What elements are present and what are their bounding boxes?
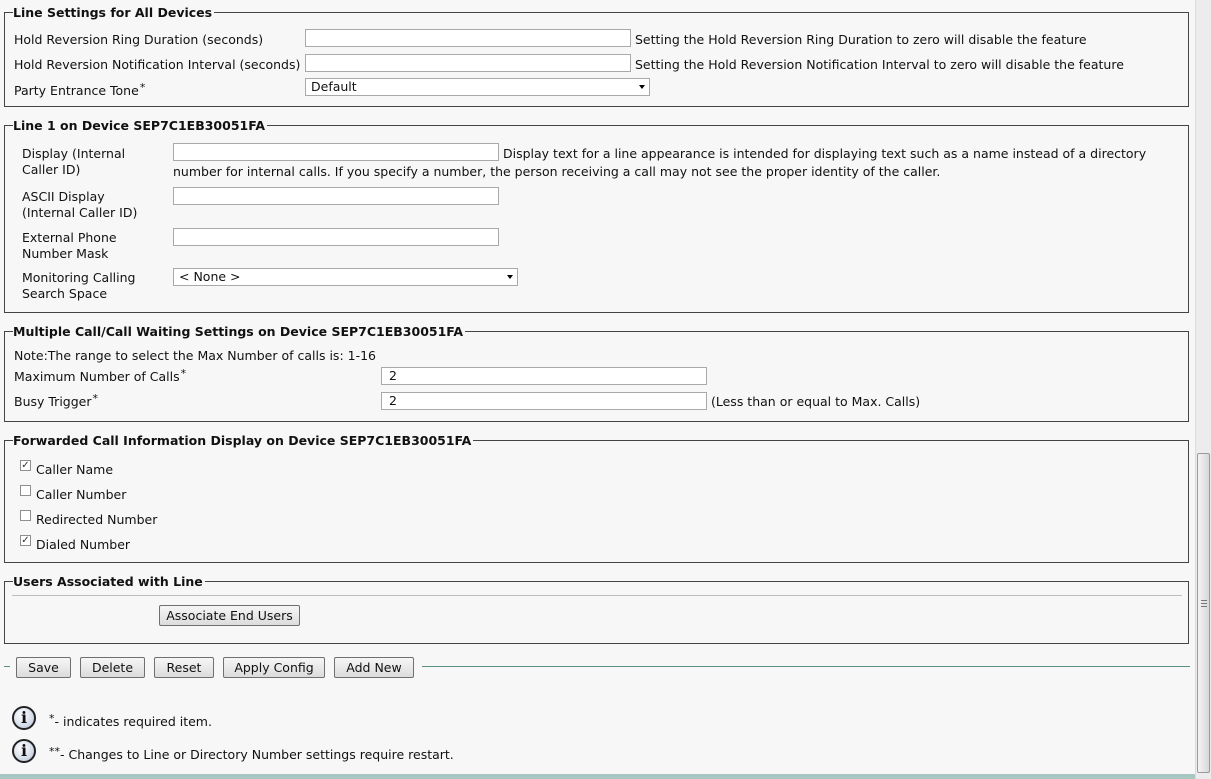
scrollbar-thumb[interactable] (1197, 453, 1210, 773)
busy-trigger-label: Busy Trigger* (14, 392, 98, 409)
mask-label-line1: External Phone (22, 230, 117, 245)
chevron-down-icon (507, 275, 513, 279)
grip-line (1201, 603, 1207, 604)
redirected-number-label: Redirected Number (36, 512, 158, 527)
line-settings-legend: Line Settings for All Devices (13, 5, 213, 20)
required-asterisk: * (180, 367, 187, 380)
max-calls-input[interactable]: 2 (381, 367, 707, 385)
chevron-down-icon (639, 85, 645, 89)
forwarded-panel (4, 433, 1189, 563)
monitoring-css-value: < None > (179, 269, 241, 284)
add-new-button[interactable]: Add New (334, 657, 414, 678)
users-legend: Users Associated with Line (13, 574, 203, 589)
toolbar-divider-left (4, 666, 10, 667)
display-help-line1: Display text for a line appearance is intended for displaying text such as a name instead of a directory (503, 146, 1147, 161)
dialed-number-checkbox[interactable] (20, 535, 31, 546)
forwarded-legend: Forwarded Call Information Display on Device SEP7C1EB30051FA (13, 433, 472, 448)
users-divider (12, 595, 1182, 596)
css-label-line1: Monitoring Calling (22, 270, 136, 285)
reset-button[interactable]: Reset (154, 657, 214, 678)
caller-name-checkbox[interactable] (20, 460, 31, 471)
party-tone-label: Party Entrance Tone* (14, 81, 146, 98)
phone-mask-input[interactable] (173, 228, 499, 246)
info-icon: i (12, 739, 36, 763)
busy-trigger-input[interactable]: 2 (381, 392, 707, 410)
mask-label-line2: Number Mask (22, 246, 109, 261)
save-button[interactable]: Save (16, 657, 71, 678)
ascii-label-line1: ASCII Display (22, 189, 105, 204)
multi-call-legend: Multiple Call/Call Waiting Settings on Device SEP7C1EB30051FA (13, 324, 464, 339)
party-tone-select[interactable] (305, 78, 650, 96)
hold-notify-help: Setting the Hold Reversion Notification Interval to zero will disable the feature (635, 57, 1124, 72)
max-calls-note: Note:The range to select the Max Number of calls is: 1-16 (14, 348, 376, 363)
toolbar-divider-right (422, 666, 1190, 667)
associate-end-users-button[interactable]: Associate End Users (159, 605, 300, 626)
dialed-number-label: Dialed Number (36, 537, 131, 552)
grip-line (1201, 600, 1207, 601)
caller-name-label: Caller Name (36, 462, 114, 477)
css-label-line2: Search Space (22, 286, 108, 301)
required-note: *- indicates required item. (49, 712, 212, 729)
max-calls-label: Maximum Number of Calls* (14, 367, 187, 384)
monitoring-css-select[interactable] (173, 268, 518, 286)
ascii-display-input[interactable] (173, 187, 499, 205)
checkmark-icon: ✓ (21, 460, 30, 471)
required-asterisk: * (139, 81, 146, 94)
hold-ring-label: Hold Reversion Ring Duration (seconds) (14, 32, 264, 47)
redirected-number-checkbox[interactable] (20, 510, 31, 521)
required-asterisk: * (92, 392, 98, 405)
delete-button[interactable]: Delete (80, 657, 145, 678)
restart-note: **- Changes to Line or Directory Number settings require restart. (49, 745, 454, 762)
apply-config-button[interactable]: Apply Config (223, 657, 325, 678)
hold-ring-help: Setting the Hold Reversion Ring Duration to zero will disable the feature (635, 32, 1087, 47)
display-label-line2: Caller ID) (22, 162, 81, 177)
hold-notify-label: Hold Reversion Notification Interval (seconds) (14, 57, 301, 72)
busy-trigger-help: (Less than or equal to Max. Calls) (711, 394, 921, 409)
ascii-label-line2: (Internal Caller ID) (22, 205, 138, 220)
party-tone-value: Default (311, 79, 357, 94)
hold-ring-input[interactable] (305, 29, 631, 47)
vertical-scrollbar[interactable] (1195, 0, 1211, 779)
line1-legend: Line 1 on Device SEP7C1EB30051FA (13, 118, 265, 133)
display-help-line2: number for internal calls. If you specify a number, the person receiving a call may not see the proper identity of the caller. (173, 164, 941, 179)
display-input[interactable] (173, 143, 499, 161)
caller-number-label: Caller Number (36, 487, 127, 502)
footer-strip (0, 774, 1195, 779)
checkmark-icon: ✓ (21, 535, 30, 546)
info-icon: i (12, 706, 36, 730)
display-label-line1: Display (Internal (22, 146, 126, 161)
grip-line (1201, 606, 1207, 607)
hold-notify-input[interactable] (305, 54, 631, 72)
caller-number-checkbox[interactable] (20, 485, 31, 496)
